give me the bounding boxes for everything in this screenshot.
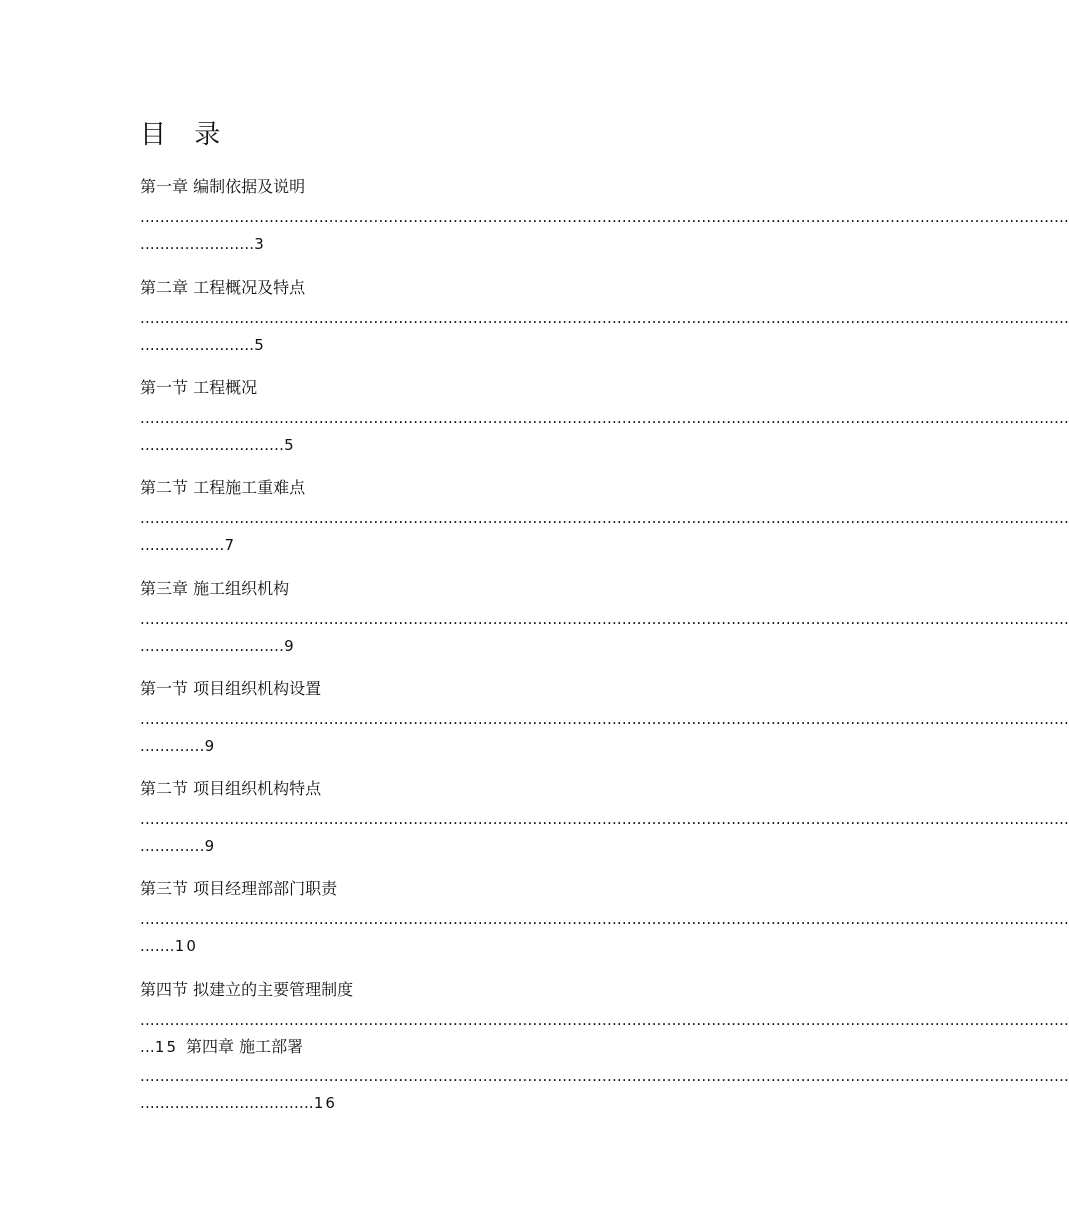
toc-entry[interactable] — [140, 277, 1069, 355]
dot-leader: ........................................................................................................................................................................................... — [140, 610, 1069, 628]
dot-leader-continued: ................. — [140, 536, 225, 554]
toc-entry[interactable] — [140, 377, 1069, 455]
toc-entry-title[interactable]: 第四章 施工部署 — [186, 1037, 304, 1056]
dot-leader-continued: ............. — [140, 837, 205, 855]
toc-page-number: 5 — [284, 436, 296, 454]
toc-entry[interactable] — [140, 778, 1069, 856]
toc-page-number: 9 — [204, 737, 217, 755]
toc-entry-title: 第一章 编制依据及说明 — [140, 177, 306, 196]
toc-entry[interactable] — [140, 578, 1069, 656]
toc-entry-title: 第四节 拟建立的主要管理制度 — [140, 980, 354, 999]
toc-entry[interactable] — [140, 176, 1069, 254]
toc-entry[interactable] — [140, 477, 1069, 555]
toc-entry[interactable] — [140, 878, 1069, 956]
toc-entry-title: 第二节 项目组织机构特点 — [140, 779, 322, 798]
dot-leader: ........................................................................................................................................................................................... — [140, 208, 1069, 226]
dot-leader-continued: ............. — [140, 737, 205, 755]
toc-entry-title: 第二节 工程施工重难点 — [140, 478, 306, 497]
dot-leader-continued: ... — [140, 1038, 155, 1056]
dot-leader: ........................................................................................................................................................................................... — [140, 810, 1069, 828]
dot-leader: ........................................................................................................................................................................................... — [140, 509, 1069, 527]
toc-entry[interactable] — [140, 678, 1069, 756]
toc-page-number: 7 — [224, 536, 237, 554]
dot-leader-continued: ............................. — [140, 436, 285, 454]
toc-page-number: 15 — [154, 1038, 178, 1056]
toc-entry-title: 第三章 施工组织机构 — [140, 579, 290, 598]
toc-page-number: 5 — [254, 336, 266, 354]
dot-leader: ........................................................................................................................................................................................... — [140, 309, 1069, 327]
dot-leader-continued: ............................. — [140, 637, 285, 655]
dot-leader-continued: ....................... — [140, 235, 255, 253]
dot-leader: ........................................................................................................................................................................................... — [140, 409, 1069, 427]
toc-heading: 目 录 — [140, 120, 231, 150]
toc-page-number: 10 — [174, 937, 198, 955]
toc-page-number: 9 — [284, 637, 296, 655]
dot-leader: ........................................................................................................................................................................................... — [140, 910, 1069, 928]
toc-entry-title: 第一节 工程概况 — [140, 378, 258, 397]
dot-leader-continued: ....... — [140, 937, 175, 955]
toc-page-number: 16 — [313, 1094, 337, 1112]
dot-leader: ........................................................................................................................................................................................... — [140, 710, 1069, 728]
toc-entry-title: 第一节 项目组织机构设置 — [140, 679, 322, 698]
dot-leader: ........................................................................................................................................................................................... — [140, 1067, 1069, 1085]
dot-leader-continued: ................................... — [140, 1094, 314, 1112]
toc-page-number: 3 — [254, 235, 266, 253]
toc-entry[interactable] — [140, 979, 1069, 1113]
toc-page-number: 9 — [204, 837, 217, 855]
toc-entry-title: 第二章 工程概况及特点 — [140, 278, 306, 297]
dot-leader: ........................................................................................................................................................................................... — [140, 1011, 1069, 1029]
dot-leader-continued: ....................... — [140, 336, 255, 354]
toc-entry-title: 第三节 项目经理部部门职责 — [140, 879, 338, 898]
